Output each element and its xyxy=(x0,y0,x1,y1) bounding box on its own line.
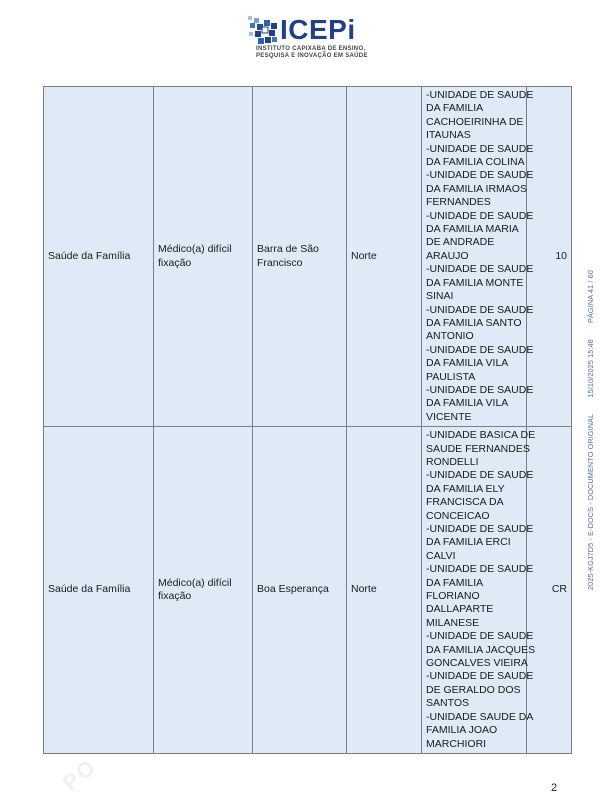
unit-line: FERNANDES xyxy=(426,196,491,209)
unit-line: -UNIDADE BASICA DE xyxy=(426,429,536,442)
table-row xyxy=(44,87,572,427)
unit-line: SANTOS xyxy=(426,697,469,710)
logo-subtitle xyxy=(256,46,368,60)
role-cell xyxy=(154,87,253,427)
unit-line: CALVI xyxy=(426,549,456,562)
unit-line: ANTONIO xyxy=(426,330,474,343)
unit-line: -UNIDADE DE SAUDE xyxy=(426,263,534,276)
unit-line: -UNIDADE DE SAUDE xyxy=(426,209,534,222)
unit-line: FAMILIA JOAO xyxy=(426,724,498,737)
municipality-line: Barra de São xyxy=(257,243,319,256)
table-row xyxy=(44,427,572,754)
unit-line: DA FAMILIA VILA xyxy=(426,397,509,410)
unit-line: FRANCISCA DA xyxy=(426,496,504,509)
units-cell xyxy=(422,427,536,754)
stamp-datetime: 15/10/2025 15:48 xyxy=(586,339,595,398)
municipality-cell xyxy=(253,87,347,427)
page-number: 2 xyxy=(551,782,558,794)
unit-line: CONCEICAO xyxy=(426,509,490,522)
unit-line: -UNIDADE SAUDE DA xyxy=(426,710,534,723)
unit-line: DA FAMILIA VILA xyxy=(426,357,509,370)
unit-line: SINAI xyxy=(426,290,454,303)
unit-line: VICENTE xyxy=(426,410,472,423)
unit-line: ARAUJO xyxy=(426,249,469,262)
logo-subtitle-line2: PESQUISA E INOVAÇÃO EM SAÚDE xyxy=(256,53,368,59)
area-cell: Saúde da Família xyxy=(44,427,154,754)
logo-wordmark: ICEPi xyxy=(280,14,356,45)
unit-line: DA FAMILIA JACQUES xyxy=(426,643,536,656)
unit-line: DA FAMILIA SANTO xyxy=(426,316,522,329)
unit-line: DA FAMILIA IRMAOS xyxy=(426,182,527,195)
unit-line: -UNIDADE DE SAUDE xyxy=(426,630,534,643)
municipality-line: Boa Esperança xyxy=(257,583,329,596)
unit-line: -UNIDADE DE SAUDE xyxy=(426,469,534,482)
stamp-page: PÁGINA 41 / 60 xyxy=(586,270,595,323)
unit-line: MILANESE xyxy=(426,616,480,629)
unit-line: PAULISTA xyxy=(426,370,476,383)
unit-line: DA FAMILIA xyxy=(426,576,484,589)
icepi-logo xyxy=(246,12,366,62)
unit-line: -UNIDADE DE SAUDE xyxy=(426,383,534,396)
unit-line: ITAUNAS xyxy=(426,129,471,142)
unit-line: DE GERALDO DOS xyxy=(426,683,521,696)
unit-line: DA FAMILIA ERCI xyxy=(426,536,511,549)
logo-mosaic-icon xyxy=(246,14,282,48)
unit-line: -UNIDADE DE SAUDE xyxy=(426,169,534,182)
unit-line: DA FAMILIA xyxy=(426,102,484,115)
region-cell: Norte xyxy=(347,427,422,754)
vacancies-cell: CR xyxy=(527,427,572,754)
role-line: Médico(a) difícil xyxy=(158,576,232,589)
vacancy-table xyxy=(43,86,572,754)
unit-line: -UNIDADE DE SAUDE xyxy=(426,670,534,683)
unit-line: DALLAPARTE xyxy=(426,603,494,616)
vacancies-cell: 10 xyxy=(527,87,572,427)
watermark: PO xyxy=(57,753,102,796)
unit-line: DA FAMILIA MONTE xyxy=(426,276,524,289)
unit-line: -UNIDADE DE SAUDE xyxy=(426,523,534,535)
unit-line: SAUDE FERNANDES xyxy=(426,442,530,455)
logo-subtitle-line1: INSTITUTO CAPIXABA DE ENSINO, xyxy=(256,46,366,52)
role-line: Médico(a) difícil xyxy=(158,243,232,256)
role-line: fixação xyxy=(158,256,192,269)
municipality-cell xyxy=(253,427,347,754)
municipality-line: Francisco xyxy=(257,256,303,269)
unit-line: -UNIDADE DE SAUDE xyxy=(426,142,534,155)
stamp-doc-id: 2025-KGJ7D5 - E-DOCS - DOCUMENTO ORIGINAL xyxy=(586,413,595,590)
unit-line: -UNIDADE DE SAUDE xyxy=(426,303,534,316)
role-line: fixação xyxy=(158,590,192,603)
unit-line: CACHOEIRINHA DE xyxy=(426,115,524,128)
unit-line: DE ANDRADE xyxy=(426,236,495,249)
unit-line: -UNIDADE DE SAUDE xyxy=(426,343,534,356)
unit-line: -UNIDADE DE SAUDE xyxy=(426,563,534,576)
area-cell: Saúde da Família xyxy=(44,87,154,427)
units-cell xyxy=(422,87,534,427)
role-cell xyxy=(154,427,253,754)
unit-line: DA FAMILIA MARIA xyxy=(426,223,519,236)
unit-line: MARCHIORI xyxy=(426,737,487,750)
unit-line: RONDELLI xyxy=(426,455,479,468)
unit-line: DA FAMILIA ELY xyxy=(426,482,505,495)
unit-line: -UNIDADE DE SAUDE xyxy=(426,89,534,101)
unit-line: DA FAMILIA COLINA xyxy=(426,156,525,169)
region-cell: Norte xyxy=(347,87,422,427)
document-stamp xyxy=(586,256,595,590)
unit-line: GONCALVES VIEIRA xyxy=(426,657,528,670)
unit-line: FLORIANO xyxy=(426,590,480,603)
